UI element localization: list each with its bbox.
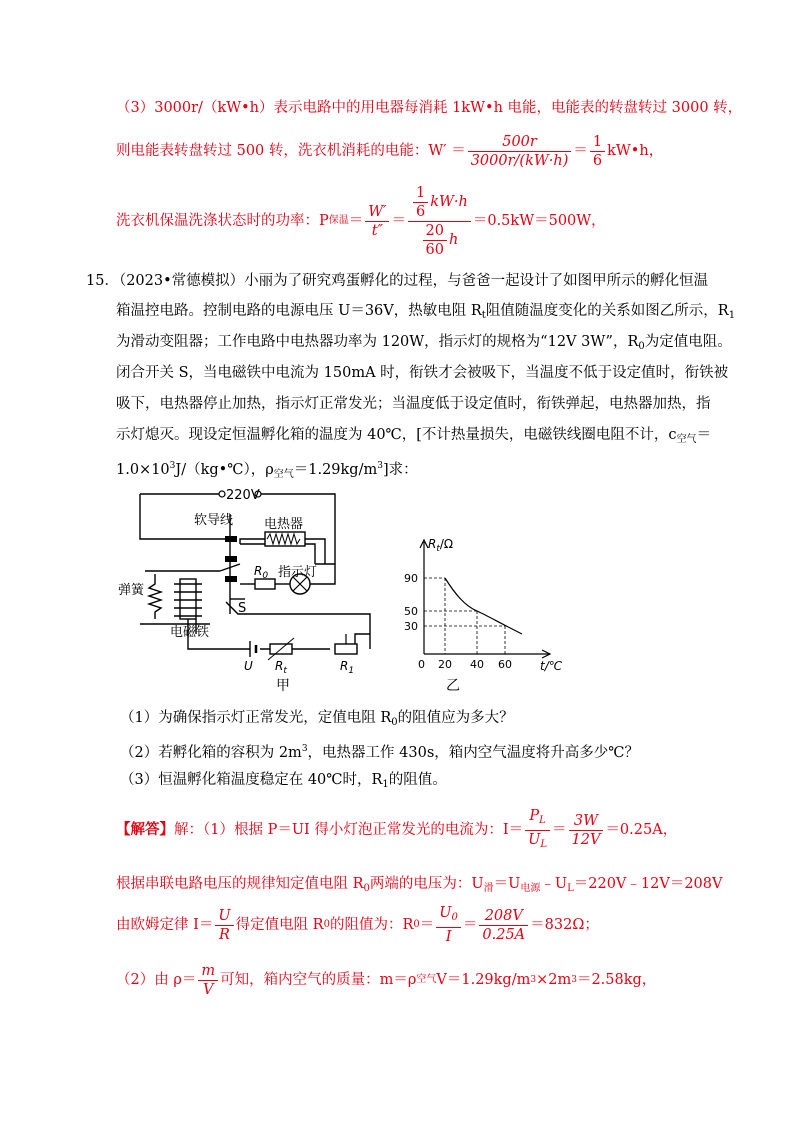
fraction [569,812,604,849]
fraction-numerator: 1 [590,133,605,152]
subscript: 保温 [328,215,349,226]
answer-text: kW•h， [607,143,664,159]
rt-temperature-graph [400,534,590,694]
question-text: 示灯熄灭。现设定恒温孵化箱的温度为 40℃，[不计热量损失，电磁铁线圈电阻不计，c [116,427,677,443]
fraction-denominator: R [219,926,230,943]
subscript: 0 [323,919,330,930]
fraction-denominator: V [202,981,214,998]
spring-label: 弹簧 [118,583,145,598]
solution-text: （2）由 ρ＝ [116,972,197,988]
equals-sign: ＝ [419,917,435,933]
symbol: P [529,807,540,824]
fraction [525,807,550,854]
solution-text: V＝1.29kg/m [436,972,531,988]
answer-text: 洗衣机保温洗涤状态时的功率：P [116,213,329,229]
subscript: 0 [413,919,420,930]
solution-text: ＝220V﹣12V＝208V [573,876,723,892]
question-text: ，电热器工作 430s，箱内空气温度将升高多少℃？ [307,745,639,761]
compound-fraction [408,184,471,259]
subscript: 空气 [416,974,437,985]
solution-text: 得定值电阻 R [235,917,324,933]
fraction-denominator [408,222,471,259]
question-text: ＝1.29kg/m [293,462,378,478]
solution-text: 解：（1）根据 P＝UI 得小灯泡正常发光的电流为：I＝ [174,822,524,838]
fraction [215,907,233,944]
solution-text: 的阻值为：R [329,917,414,933]
fraction-numerator: 208V [479,907,528,926]
question-text: J/（kg•℃），ρ [175,462,274,478]
x-tick-40: 40 [470,658,484,671]
y-tick-90: 90 [404,572,418,585]
question-15-line5 [116,394,711,414]
sub-question-1 [120,708,514,733]
subscript: 电源 [520,883,541,894]
voltage-label: 220V [226,488,260,503]
superscript: 3 [571,975,577,985]
heater-label: 电热器 [264,517,304,532]
question-text: 15．（2023•常德模拟）小丽为了研究鸡蛋孵化的过程，与爸爸一起设计了如图甲所示的孵化恒温 [86,273,709,289]
answer-text: 则电能表转盘转过 500 转，洗衣机消耗的电能：W′ ＝ [116,143,466,159]
fraction-denominator: 12V [571,831,601,848]
fraction [468,133,572,170]
question-text: ＝ [696,427,712,443]
unit: kW·h [430,194,468,210]
question-text: （1）为确保指示灯正常发光，定值电阻 R [120,710,392,726]
subscript: 0 [638,341,645,352]
fraction-denominator: t″ [371,222,383,239]
solution-line2 [116,874,722,899]
subscript: t [481,310,486,321]
equals-sign: ＝ [348,213,364,229]
solution-text: ＝0.25A， [605,822,678,838]
fraction [413,184,428,221]
subscript: 1 [382,779,389,790]
solution-text: ×2m [536,972,572,988]
u-label: U [244,659,253,673]
question-15-line4 [116,363,728,383]
solution-tag: 【解答】 [116,821,174,838]
fraction-numerator: W′ [365,203,389,222]
superscript: 3 [301,744,308,754]
fraction-numerator: 500r [468,133,572,152]
superscript: 3 [377,461,383,471]
subscript: 0 [451,912,458,923]
answer-text: ＝0.5kW＝500W， [472,213,606,229]
unit: h [448,232,459,248]
fraction [479,907,528,944]
solution-text: ＝832Ω； [530,917,599,933]
question-text: 1.0×10 [116,462,170,478]
solution-text: ﹣U [540,876,568,892]
superscript: 3 [169,461,176,471]
fraction [365,203,389,240]
question-text: 闭合开关 S，当电磁铁中电流为 150mA 时，衔铁才会被吸下，当温度不低于设定值时，衔铁被 [116,365,729,381]
equals-sign: ＝ [462,917,478,933]
solution-text: ＝U [493,876,521,892]
fraction [590,133,605,170]
wire-label: 软导线 [194,513,234,528]
x-tick-20: 20 [438,658,452,671]
subscript: 0 [363,883,370,894]
fraction-numerator: m [198,962,218,981]
magnet-label: 电磁铁 [170,625,210,640]
fraction [423,222,447,259]
question-text: （2）若孵化箱的容积为 2m [120,745,302,761]
question-text: 的阻值应为多大？ [397,710,514,726]
solution-line1 [116,805,677,855]
x-tick-0: 0 [418,658,425,671]
answer-part3-line3 [116,185,606,257]
rt-label: $R_t$ [275,659,287,676]
fraction-numerator: U [215,907,233,926]
equals-sign: ＝ [573,143,588,159]
fraction-numerator: 3W [569,812,604,831]
solution-text: 根据串联电路电压的规律知定值电阻 R [116,876,364,892]
y-tick-50: 50 [404,605,418,618]
r1-rheostat [335,644,357,654]
answer-text: （3）3000r/（kW•h）表示电路中的用电器每消耗 1kW•h 电能，电能表的转盘转过 3000 转， [116,100,743,116]
question-text: （3）恒温孵化箱温度稳定在 40℃时，R [120,772,383,788]
fraction-denominator: 0.25A [482,926,526,943]
equals-sign: ＝ [552,822,567,838]
lamp-label: 指示灯 [278,565,318,580]
subscript: L [567,883,574,894]
fraction-numerator: 20 [423,222,447,241]
fraction-numerator: 1 [413,184,428,203]
answer-part3-line2 [116,131,663,171]
subscript: L [540,838,547,850]
graph-ylabel: $R_t/\Omega$ [428,537,454,554]
solution-line3 [116,902,599,948]
fraction-denominator: 6 [592,152,603,169]
fraction-numerator [525,807,550,831]
r0-label: $R_0$ [254,564,269,581]
solution-text: 两端的电压为：U [369,876,484,892]
question-15-line7 [116,456,418,485]
fraction-denominator: I [445,929,452,945]
y-tick-30: 30 [404,620,418,633]
sub-question-2 [120,739,639,763]
question-15-line6 [116,425,711,450]
question-text: 为滑动变阻器；工作电路中电热器功率为 120W，指示灯的规格为“12V 3W”，R [116,334,639,350]
question-text: 箱温控电路。控制电路的电源电压 U＝36V，热敏电阻 R [116,303,482,319]
question-text: 吸下，电热器停止加热，指示灯正常发光；当温度低于设定值时，衔铁弹起，电热器加热，指 [116,396,711,412]
figure-caption-jia: 甲 [276,678,290,694]
subscript: L [539,814,546,826]
fraction [198,962,218,999]
fraction [436,904,461,946]
question-text: 阻值随温度变化的关系如图乙所示，R [485,303,729,319]
superscript: 3 [530,975,537,985]
circuit-diagram [118,484,390,694]
question-15-line3 [116,332,732,357]
fraction-denominator: 3000r/(kW·h) [470,152,569,169]
question-15-line1 [86,271,708,291]
fraction-denominator: 60 [425,241,444,258]
solution-text: ＝2.58kg， [576,972,657,988]
question-text: 的阻值。 [388,772,447,788]
subscript: 滑 [483,883,494,894]
solution-line4 [116,957,656,1003]
fraction-numerator [408,184,471,222]
rt-curve [445,578,522,634]
question-text: ]求： [382,462,418,478]
figure-caption-yi: 乙 [446,678,460,694]
subscript: 空气 [273,469,294,480]
switch-label: S [238,601,247,616]
x-tick-60: 60 [498,658,512,671]
subscript: 0 [391,717,398,728]
symbol: U [528,831,541,848]
subscript: 空气 [676,434,697,445]
subscript: 1 [728,310,736,321]
question-text: 为定值电阻。 [644,334,732,350]
r1-label: $R_1$ [340,659,355,676]
question-15-line2 [116,301,735,326]
symbol: U [439,905,452,921]
answer-part3-line1 [116,98,742,118]
solution-text: 可知，箱内空气的质量：m＝ρ [220,972,417,988]
equals-sign: ＝ [391,213,406,229]
fraction-denominator [525,831,550,854]
solution-text: 由欧姆定律 I＝ [116,917,214,933]
graph-xlabel: t/℃ [540,659,563,673]
fraction-denominator: 6 [415,203,426,220]
fraction-numerator [436,904,461,928]
sub-question-3 [120,770,447,795]
